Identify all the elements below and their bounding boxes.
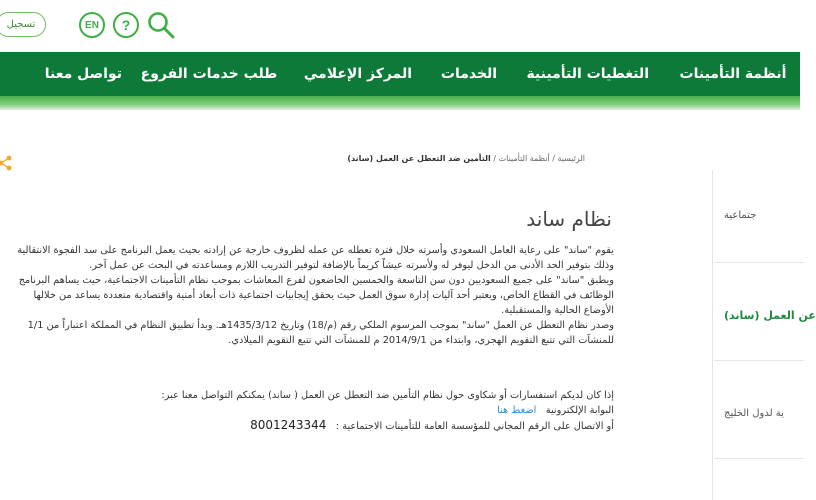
portal-line — [14, 403, 614, 418]
register-button[interactable]: تسجيل — [0, 12, 46, 37]
nav-branch-services[interactable]: طلب خدمات الفروع — [140, 66, 278, 82]
sidebar-divider — [714, 360, 804, 361]
phone-line — [14, 418, 614, 434]
sidebar-item-social-insurance[interactable]: جتماعية — [724, 210, 757, 221]
help-button[interactable]: ? — [113, 12, 139, 38]
nav-services[interactable]: الخدمات — [440, 66, 498, 82]
breadcrumb-separator: / — [490, 154, 499, 163]
top-utility-bar — [0, 0, 800, 52]
sidebar-divider — [714, 458, 804, 459]
paragraph-line: وصدر نظام التعطل عن العمل "ساند" بموجب المرسوم الملكي رقم (م/18) وتاريخ 1435/3/12هـ. وبدأ تطبيق النظام في المملكة اعتباراً من 1/1 — [27, 320, 614, 331]
sidebar-item-gulf-states[interactable]: ية لدول الخليج — [724, 408, 784, 419]
nav-insurance-coverage[interactable]: التغطيات التأمينية — [526, 66, 649, 82]
nav-contact-us[interactable]: تواصل معنا — [44, 66, 122, 82]
contact-intro: إذا كان لديكم استفسارات أو شكاوى حول نظام التأمين ضد التعطل عن العمل ( ساند) يمكنكم التواصل معنا عبر: — [161, 390, 614, 401]
portal-link[interactable]: اضغط هنا — [497, 405, 537, 416]
search-icon[interactable] — [146, 10, 176, 40]
paragraph-line: ويطبق "ساند" على جميع السعوديين دون سن التاسعة والخمسين الخاضعون لفرع المعاشات بموجب نظام التأمينات الاجتماعية، حيث يساهم البرنامج — [18, 275, 614, 286]
paragraph-line: وذلك بتوفير الحد الأدنى من الدخل ليوفر له ولأسرته عيشاً كريماً بالإضافة لتوفير التدريب اللازم ومساعدته في البحث عن عمل آخر. — [89, 260, 614, 271]
phone-label: أو الاتصال على الرقم المجاني للمؤسسة العامة للتأمينات الاجتماعية : — [335, 421, 614, 432]
navigation-underline — [0, 96, 800, 110]
paragraph-line: الوظائف في القطاع الخاص، ويعتبر أحد آليات إدارة سوق العمل حيث يحقق إيجابيات اجتماعية ذات أبعاد أمنية واقتصادية متعددة يساعد من خلالها — [33, 290, 614, 301]
phone-number[interactable]: 8001243344 — [250, 418, 327, 432]
paragraph-line: يقوم "ساند" على رعاية العامل السعودي وأسرته خلال فترة تعطله عن عمله لظروف خارجة عن إرادته بحيث يعمل البرنامج على سد الفجوة الانتقالية — [17, 245, 614, 256]
paragraph-line: للمنشآت التي تتبع التقويم الهجري، وابتداء من 2014/9/1 م للمنشآت التي تتبع التقويم الميلادي. — [228, 335, 614, 346]
breadcrumb-separator: / — [549, 154, 558, 163]
nav-insurance-systems[interactable]: أنظمة التأمينات — [679, 66, 787, 82]
nav-media-center[interactable]: المركز الإعلامي — [303, 66, 412, 82]
portal-label: البوابة الإلكترونية — [545, 405, 614, 416]
language-toggle-button[interactable]: EN — [79, 12, 105, 38]
article-body — [14, 243, 614, 434]
page-title: نظام ساند — [526, 207, 612, 231]
breadcrumb-current: التأمين ضد التعطل عن العمل (ساند) — [347, 154, 491, 163]
sidebar-divider — [714, 262, 804, 263]
share-icon[interactable] — [0, 155, 13, 171]
breadcrumb-home[interactable]: الرئيسية — [557, 154, 585, 163]
breadcrumb-parent[interactable]: أنظمة التأمينات — [498, 154, 550, 163]
breadcrumb — [347, 154, 585, 163]
sidebar-item-saned[interactable]: عن العمل (ساند) — [724, 309, 816, 322]
paragraph-line: الأوضاع الحالية والمستقبلية. — [501, 305, 614, 316]
